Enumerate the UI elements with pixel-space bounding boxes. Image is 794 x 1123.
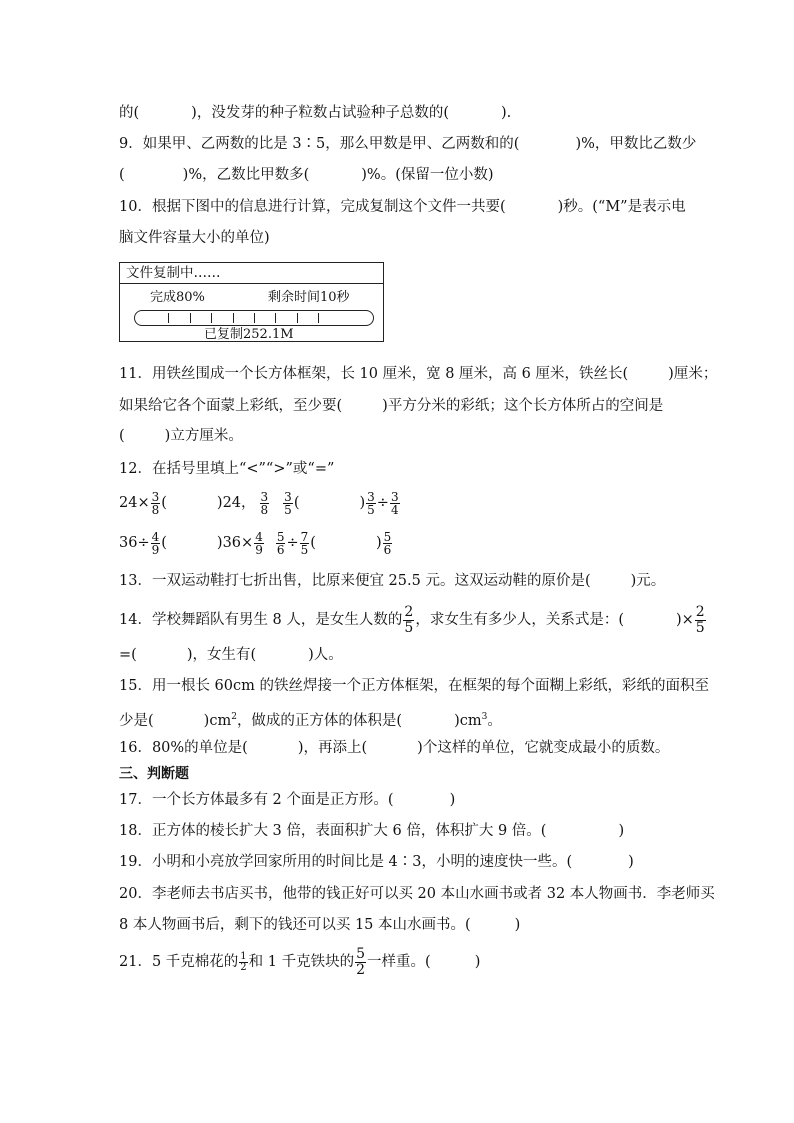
question-14-line1	[119, 604, 707, 636]
denominator: 4	[390, 502, 399, 517]
text: )	[474, 954, 481, 970]
question-13	[119, 571, 665, 591]
denominator: 6	[276, 542, 285, 557]
text: )	[375, 535, 382, 551]
text: )个这样的单位，它就变成最小的质数。	[417, 740, 670, 756]
fraction	[283, 491, 293, 516]
denominator: 5	[367, 502, 375, 517]
text: ÷	[286, 535, 299, 551]
text: (	[161, 535, 167, 551]
text: 24×	[119, 495, 150, 511]
text: )	[449, 792, 456, 808]
text: ).	[500, 105, 512, 121]
fraction	[695, 605, 706, 636]
text: 的(	[119, 105, 140, 121]
text: ，做成的正方体的体积是(	[236, 712, 403, 729]
text: )，没发芽的种子粒数占试验种子总数的(	[191, 105, 449, 121]
denominator: 6	[383, 542, 392, 557]
text: )cm	[454, 712, 482, 729]
superscript: 2	[231, 712, 237, 722]
question-9-line2	[119, 165, 494, 185]
question-14-line2	[119, 645, 343, 665]
fraction	[383, 531, 393, 556]
text: 一样重。(	[367, 954, 431, 970]
fraction	[254, 531, 264, 556]
text: )%，甲数比乙数少	[575, 136, 697, 152]
progress-segment-tick	[190, 313, 191, 323]
copied-size-label: 已复制252.1M	[204, 327, 294, 342]
question-12-row2	[119, 528, 393, 558]
question-19	[119, 852, 634, 872]
numerator: 2	[404, 603, 414, 620]
question-9-line1	[119, 134, 696, 154]
text: (	[310, 535, 316, 551]
denominator: 9	[151, 542, 160, 557]
text: 12．在括号里填上“<”“>”或“=”	[119, 461, 335, 477]
numerator: 7	[300, 529, 309, 544]
numerator: 3	[260, 489, 269, 504]
denominator: 8	[151, 502, 160, 517]
text: )	[514, 917, 521, 933]
text: =(	[119, 647, 137, 663]
remaining-time-label: 剩余时间10秒	[268, 290, 350, 305]
question-15-line2	[119, 707, 502, 731]
text: )，再添上(	[297, 740, 368, 756]
text: 少是(	[119, 712, 154, 729]
question-20-line2	[119, 915, 520, 935]
text: )36×	[216, 535, 254, 551]
text: 15．用一根长 60cm 的铁丝焊接一个正方体框架，在框架的每个面糊上彩纸，彩纸的面积至	[119, 678, 709, 694]
progress-done-label: 完成80%	[150, 290, 205, 305]
question-17	[119, 790, 455, 810]
text: (	[293, 495, 300, 511]
text: 21．5 千克棉花的	[119, 954, 239, 970]
progress-segment-tick	[297, 313, 298, 323]
text: )	[359, 495, 366, 511]
text: ，求女生有多少人，关系式是：(	[415, 612, 624, 628]
q8-continuation	[119, 103, 511, 123]
text: 20．李老师去书店买书，他带的钱正好可以买 20 本山水画书或者 32 本人物画书．李老师买	[119, 886, 715, 902]
section-heading: 三、判断题	[119, 766, 189, 782]
progress-segment-tick	[318, 313, 319, 323]
text: 8 本人物画书后，剩下的钱还可以买 15 本山水画书。(	[119, 917, 471, 933]
fraction	[151, 491, 161, 516]
question-18	[119, 821, 624, 841]
text: )%，乙数比甲数多(	[182, 167, 310, 183]
progress-segment-tick	[254, 313, 255, 323]
denominator: 8	[260, 502, 269, 517]
denominator: 5	[284, 502, 292, 517]
progress-segment-tick	[233, 313, 234, 323]
text: )%。(保留一位小数)	[361, 167, 494, 183]
numerator: 3	[390, 489, 399, 504]
text: ÷	[376, 495, 389, 511]
text: )×	[675, 612, 694, 628]
question-12-title	[119, 459, 334, 479]
numerator: 4	[255, 529, 263, 544]
text: (	[119, 428, 125, 444]
progress-segment-tick	[211, 313, 212, 323]
numerator: 3	[151, 489, 160, 504]
fraction	[151, 531, 161, 556]
question-10-line1	[119, 197, 686, 217]
text: 脑文件容量大小的单位)	[119, 230, 270, 246]
text: (	[161, 495, 167, 511]
file-copy-dialog	[119, 262, 384, 342]
text: )，女生有(	[186, 647, 257, 663]
fraction	[355, 947, 366, 978]
progress-segment-tick	[168, 313, 169, 323]
denominator: 2	[356, 961, 366, 978]
dialog-title: 文件复制中……	[120, 263, 383, 284]
text: 36÷	[119, 535, 150, 551]
text: 和 1 千克铁块的	[248, 954, 355, 970]
text: 如果给它各个面蒙上彩纸，至少要(	[119, 398, 343, 414]
numerator: 3	[284, 489, 292, 504]
question-12-row1	[119, 488, 401, 518]
text: )平方分米的彩纸；这个长方体所占的空间是	[382, 398, 664, 414]
superscript: 3	[481, 712, 488, 722]
text: 13．一双运动鞋打七折出售，比原来便宜 25.5 元。这双运动鞋的原价是(	[119, 573, 591, 589]
text: 19．小明和小亮放学回家所用的时间比是 4∶3，小明的速度快一些。(	[119, 854, 573, 870]
progress-segment-tick	[275, 313, 276, 323]
text: )厘米；	[668, 366, 718, 382]
numerator: 4	[151, 529, 160, 544]
text: )cm	[203, 712, 232, 729]
question-11-line2	[119, 396, 663, 416]
denominator: 9	[255, 542, 263, 557]
text: 14．学校舞蹈队有男生 8 人，是女生人数的	[119, 612, 403, 628]
fraction	[260, 491, 270, 516]
text: 18．正方体的棱长扩大 3 倍，表面积扩大 6 倍，体积扩大 9 倍。(	[119, 823, 547, 839]
text: (	[119, 167, 125, 183]
text: )24，	[216, 495, 256, 511]
question-10-line2	[119, 228, 270, 248]
text: )立方厘米。	[164, 428, 243, 444]
text: 。	[487, 712, 502, 729]
denominator: 5	[695, 619, 705, 636]
denominator: 5	[404, 619, 414, 636]
text: 9．如果甲、乙两数的比是 3∶5，那么甲数是甲、乙两数和的(	[119, 136, 520, 152]
question-21	[119, 946, 480, 978]
fraction	[276, 531, 286, 556]
text: 10．根据下图中的信息进行计算，完成复制这个文件一共要(	[119, 199, 506, 215]
progress-bar	[134, 310, 374, 326]
fraction	[366, 491, 376, 516]
text: 17．一个长方体最多有 2 个面是正方形。(	[119, 792, 394, 808]
text: )元。	[630, 573, 666, 589]
numerator: 1	[240, 950, 247, 962]
numerator: 5	[356, 945, 366, 962]
fraction	[239, 952, 247, 973]
text: )	[618, 823, 625, 839]
question-20-line1	[119, 884, 715, 904]
question-11-line1	[119, 364, 717, 384]
numerator: 5	[383, 529, 392, 544]
denominator: 2	[240, 961, 247, 973]
denominator: 5	[300, 542, 309, 557]
text: 16．80%的单位是(	[119, 740, 248, 756]
numerator: 3	[367, 489, 375, 504]
question-11-line3	[119, 426, 243, 446]
question-16	[119, 738, 669, 758]
numerator: 2	[695, 603, 705, 620]
text: )秒。(“M”是表示电	[557, 199, 686, 215]
fraction	[390, 491, 400, 516]
text: )	[628, 854, 634, 870]
text: 11．用铁丝围成一个长方体框架，长 10 厘米，宽 8 厘米，高 6 厘米，铁丝长(	[119, 366, 629, 382]
fraction	[403, 605, 414, 636]
question-15-line1	[119, 676, 709, 696]
text: )人。	[308, 647, 343, 663]
numerator: 5	[276, 529, 285, 544]
fraction	[300, 531, 310, 556]
